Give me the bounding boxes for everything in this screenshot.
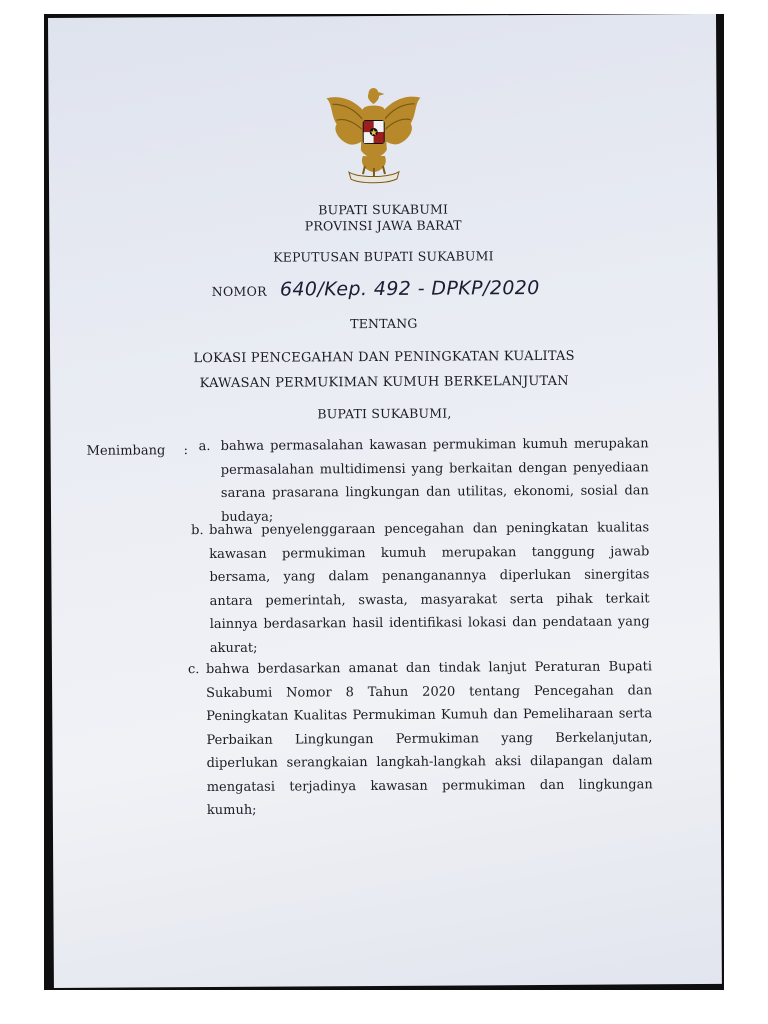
item-text: bahwa permasalahan kawasan permukiman kumuh merupakan permasalahan multidimensi yang berkaitan dengan penyediaan sarana prasarana lingkungan dan utilitas, ekonomi, sosial dan budaya;: [220, 436, 649, 525]
subject-line-1: LOKASI PENCEGAHAN DAN PENINGKATAN KUALITAS: [193, 348, 575, 367]
item-marker: c.: [187, 662, 200, 678]
item-text: bahwa penyelenggaraan pencegahan dan peningkatan kualitas kawasan permukiman kumuh merupakan tanggung jawab bersama, yang dalam penanganannya diperlukan sinergitas antara pemerintah, swasta, masyarakat serta pihak terkait lainnya berdasarkan hasil identifikasi lokasi dan pendataan yang akurat;: [209, 520, 650, 656]
menimbang-label: Menimbang: [86, 443, 166, 459]
decree-page: [48, 14, 722, 988]
item-text: bahwa berdasarkan amanat dan tindak lanjut Peraturan Bupati Sukabumi Nomor 8 Tahun 2020 tentang Pencegahan dan Peningkatan Kualitas Permukiman Kumuh dan Pemeliharaan serta Perbaikan Lingkungan Permukiman yang Berkelanjutan, diperlukan serangkaian langkah-langkah aksi dilapangan dalam mengatasi terjadinya kawasan permukiman dan lingkungan kumuh;: [205, 659, 653, 819]
decree-number-label: NOMOR: [211, 283, 267, 300]
issuer-heading: BUPATI SUKABUMI,: [317, 405, 452, 422]
menimbang-colon: :: [183, 443, 189, 459]
decree-title: KEPUTUSAN BUPATI SUKABUMI: [273, 248, 494, 265]
issuer-name-line: BUPATI SUKABUMI: [318, 201, 449, 218]
province-line: PROVINSI JAWA BARAT: [304, 217, 462, 234]
tentang-heading: TENTANG: [350, 315, 418, 332]
considering-item-a: [198, 432, 649, 525]
garuda-emblem-icon: [318, 80, 429, 189]
subject-line-2: KAWASAN PERMUKIMAN KUMUH BERKELANJUTAN: [199, 373, 569, 392]
item-marker: a.: [198, 439, 211, 455]
item-marker: b.: [191, 523, 204, 539]
decree-number-row: [212, 276, 632, 301]
decree-number-handwritten: 640/Kep. 492 - DPKP/2020: [279, 277, 540, 301]
